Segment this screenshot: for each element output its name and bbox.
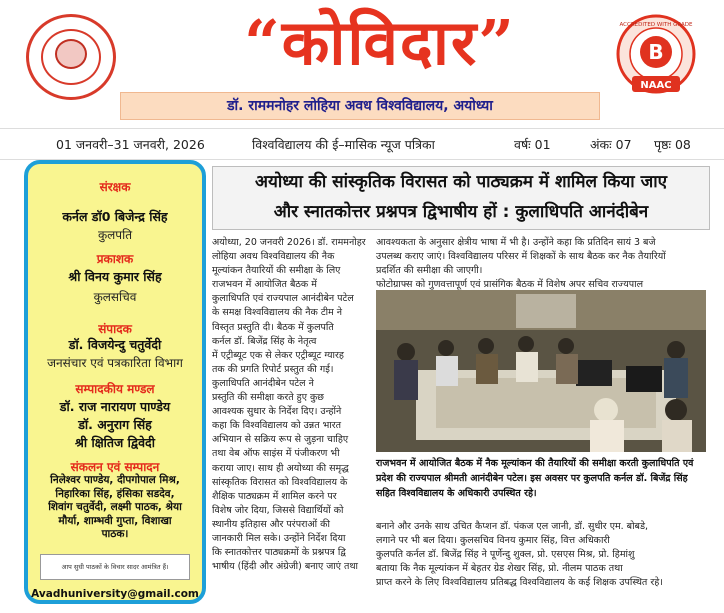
newsletter-title: “कोविदार” — [244, 6, 516, 79]
board-member-2: डॉ. अनुराग सिंह — [78, 417, 152, 432]
article-text-line: कहा कि विश्वविद्यालय को उन्नत भारत — [212, 420, 342, 432]
article-text-line: आवश्यक सुधार के निर्देश दिए। उन्होंने — [212, 406, 342, 418]
editor-role: जनसंचार एवं पत्रकारिता विभाग — [47, 356, 183, 370]
patron-name: कर्नल डॉ0 बिजेन्द्र सिंह — [62, 209, 168, 224]
article-text-line: मूल्यांकन तैयारियों की समीक्षा के लिए — [212, 265, 341, 277]
page-label: पृष्ठः 08 — [654, 137, 691, 152]
naac-badge-logo — [608, 12, 704, 102]
compile-line: निहारिका सिंह, हंसिका सडदेव, — [55, 487, 175, 500]
article-text-line: बनाने और उनके साथ उचित कैप्शन डॉ. पंकज एल जानी, डॉ. सुधीर एम. बोबडे, — [376, 521, 649, 532]
issue-meta-row — [0, 128, 724, 160]
publisher-role: कुलसचिव — [93, 290, 137, 304]
article-text-line: तक की प्रगति रिपोर्ट प्रस्तुत की गई। — [212, 363, 334, 375]
article-text-line: स्थानीय इतिहास और परंपराओं की — [212, 518, 330, 530]
article-text-line: विशेष जोर दिया, जिससे विद्यार्थियों को — [212, 504, 344, 516]
compile-line: निलेश्वर पाण्डेय, दीपगोपाल मिश्र, — [50, 474, 180, 486]
editor-name: डॉ. विजयेन्दु चतुर्वेदी — [68, 337, 162, 352]
naac-grade: B — [648, 40, 664, 64]
compile-line: मौर्या, शाम्भवी गुप्ता, विशाखा — [58, 514, 172, 527]
meeting-photo — [376, 290, 706, 452]
board-member-3: श्री क्षितिज द्विवेदी — [75, 435, 155, 450]
university-name-bar: डॉ. राममनोहर लोहिया अवध विश्वविद्यालय, अयोध्या — [120, 92, 600, 120]
article-text-line: में एट्रीब्यूट एक से लेकर एट्रीब्यूट ग्यारह — [212, 349, 344, 361]
naac-label: NAAC — [640, 80, 672, 91]
editorial-sidebar — [24, 160, 206, 604]
article-column-2-bottom — [376, 520, 708, 606]
university-seal-logo — [26, 14, 116, 100]
article-text-line: लोहिया अवध विश्वविद्यालय की नैक — [212, 251, 335, 263]
article-text-line: अभियान से सक्रिय रूप से जुड़ना चाहिए — [212, 434, 349, 446]
article-text-line: कराया जाए। साथ ही अयोध्या की समृद्ध — [212, 462, 349, 474]
article-text-line: कुलाधिपति एवं राज्यपाल आनंदीबेन पटेल — [212, 293, 354, 305]
board-member-1: डॉ. राज नारायण पाण्डेय — [59, 399, 171, 414]
article-text-line: अयोध्या, 20 जनवरी 2026। डॉ. राममनोहर — [212, 237, 366, 248]
article-text-line: कुलाधिपति आनंदीबेन पटेल ने — [212, 377, 314, 389]
article-headline — [212, 166, 710, 230]
compile-heading: संकलन एवं सम्पादन — [70, 460, 160, 474]
headline-line-1: अयोध्या की सांस्कृतिक विरासत को पाठ्यक्रम में शामिल किया जाए — [254, 172, 668, 192]
naac-ring-text: ACCREDITED WITH GRADE — [619, 22, 693, 28]
headline-line-2: और स्नातकोत्तर प्रश्नपत्र द्विभाषीय हों : कुलाधिपति आनंदीबेन — [273, 202, 649, 222]
article-text-line: प्राप्त करने के लिए विश्वविद्यालय प्रतिबद्ध विश्वविद्यालय के कई शिक्षक उपस्थित रहे। — [376, 577, 663, 589]
article-column-2-top — [376, 236, 708, 290]
issue-label: अंकः 07 — [590, 137, 632, 152]
article-text-line: लगाने पर भी बल दिया। कुलसचिव विनय कुमार सिंह, वित्त अधिकारी — [376, 535, 610, 547]
article-text-line: के समक्ष विश्वविद्यालय की नैक टीम ने — [212, 307, 343, 319]
article-text-line: कर्नल डॉ. बिजेंद्र सिंह के नेतृत्व — [212, 335, 317, 347]
photo-caption: राजभवन में आयोजित बैठक में नैक मूल्यांकन की तैयारियों की समीक्षा करती कुलाधिपति एवं प्रदेश की राज्यपाल श्रीमती आनंदीबेन पटेल। इस अवसर पर कुलपति कर्नल डॉ. बिजेंद्र सिंह सहित विश्वविद्यालय के अधिकारी उपस्थित रहे। — [376, 458, 694, 499]
article-text-line: कुलपति कर्नल डॉ. बिजेंद्र सिंह ने पूर्णेन्दु शुक्ल, प्रो. एसएस मिश्र, प्रो. हिमांशु — [376, 549, 635, 561]
patron-role: कुलपति — [97, 228, 133, 242]
editor-heading: संपादक — [98, 322, 132, 336]
contact-email[interactable]: Avadhuniversity@gmail.com — [31, 588, 199, 600]
article-text-line: कि स्नातकोत्तर पाठ्यक्रमों के प्रश्नपत्र द्वि — [212, 547, 346, 559]
compile-line: शिवांग चतुर्वेदी, लक्ष्मी पाठक, श्रेया — [48, 501, 182, 513]
board-heading: सम्पादकीय मण्डल — [75, 382, 155, 396]
article-text-line: आवश्यकता के अनुसार क्षेत्रीय भाषा में भी है। उन्होंने कहा कि प्रतिदिन सायं 3 बजे — [376, 237, 656, 248]
article-text-line: राजभवन में आयोजित बैठक में — [212, 279, 317, 291]
newsletter-description: विश्वविद्यालय की ई–मासिक न्यूज पत्रिका — [252, 137, 435, 152]
compile-names — [28, 474, 202, 542]
date-range: 01 जनवरी–31 जनवरी, 2026 — [56, 137, 205, 152]
article-text-line: प्रस्तुति की समीक्षा करते हुए कुछ — [212, 392, 324, 404]
article-text-line: बताया कि नैक मूल्यांकन में बेहतर ग्रेड शेखर सिंह, प्रो. नीलम पाठक तथा — [376, 563, 623, 575]
publisher-heading: प्रकाशक — [96, 252, 134, 266]
compile-line: पाठक। — [101, 528, 129, 540]
publisher-name: श्री विनय कुमार सिंह — [68, 269, 162, 284]
article-text-line: शैक्षिक पाठ्यक्रम में शामिल करने पर — [212, 490, 337, 502]
patron-heading: संरक्षक — [99, 180, 131, 194]
article-text-line: सांस्कृतिक विरासत को विश्वविद्यालय के — [212, 476, 348, 488]
article-column-1 — [212, 236, 372, 606]
article-text-line: जानकारी मिल सके। उन्होंने निर्देश दिया — [212, 532, 346, 544]
year-label: वर्षः 01 — [514, 137, 551, 152]
article-text-line: विस्तृत प्रस्तुति दी। बैठक में कुलपति — [212, 321, 334, 333]
reader-notice: आप सुधी पाठकों के विचार सादर आमंत्रित हैं। — [40, 554, 190, 580]
article-text-line: भाषीय (हिंदी और अंग्रेजी) बनाए जाएं तथा — [212, 561, 358, 573]
article-text-line: फोटोग्राफ्स को गुणवत्तापूर्ण एवं प्रासंगिक बैठक में विशेष अपर सचिव राज्यपाल — [376, 279, 644, 291]
article-text-line: उपलब्ध कराए जाएं। विश्वविद्यालय परिसर में शिक्षकों के साथ बैठक कर नैक तैयारियों — [376, 251, 666, 263]
article-text-line: तथा वेब ऑफ साइंस में पंजीकरण भी — [212, 448, 340, 460]
article-text-line: प्रदर्शित की समीक्षा की जाएगी। — [376, 265, 483, 277]
